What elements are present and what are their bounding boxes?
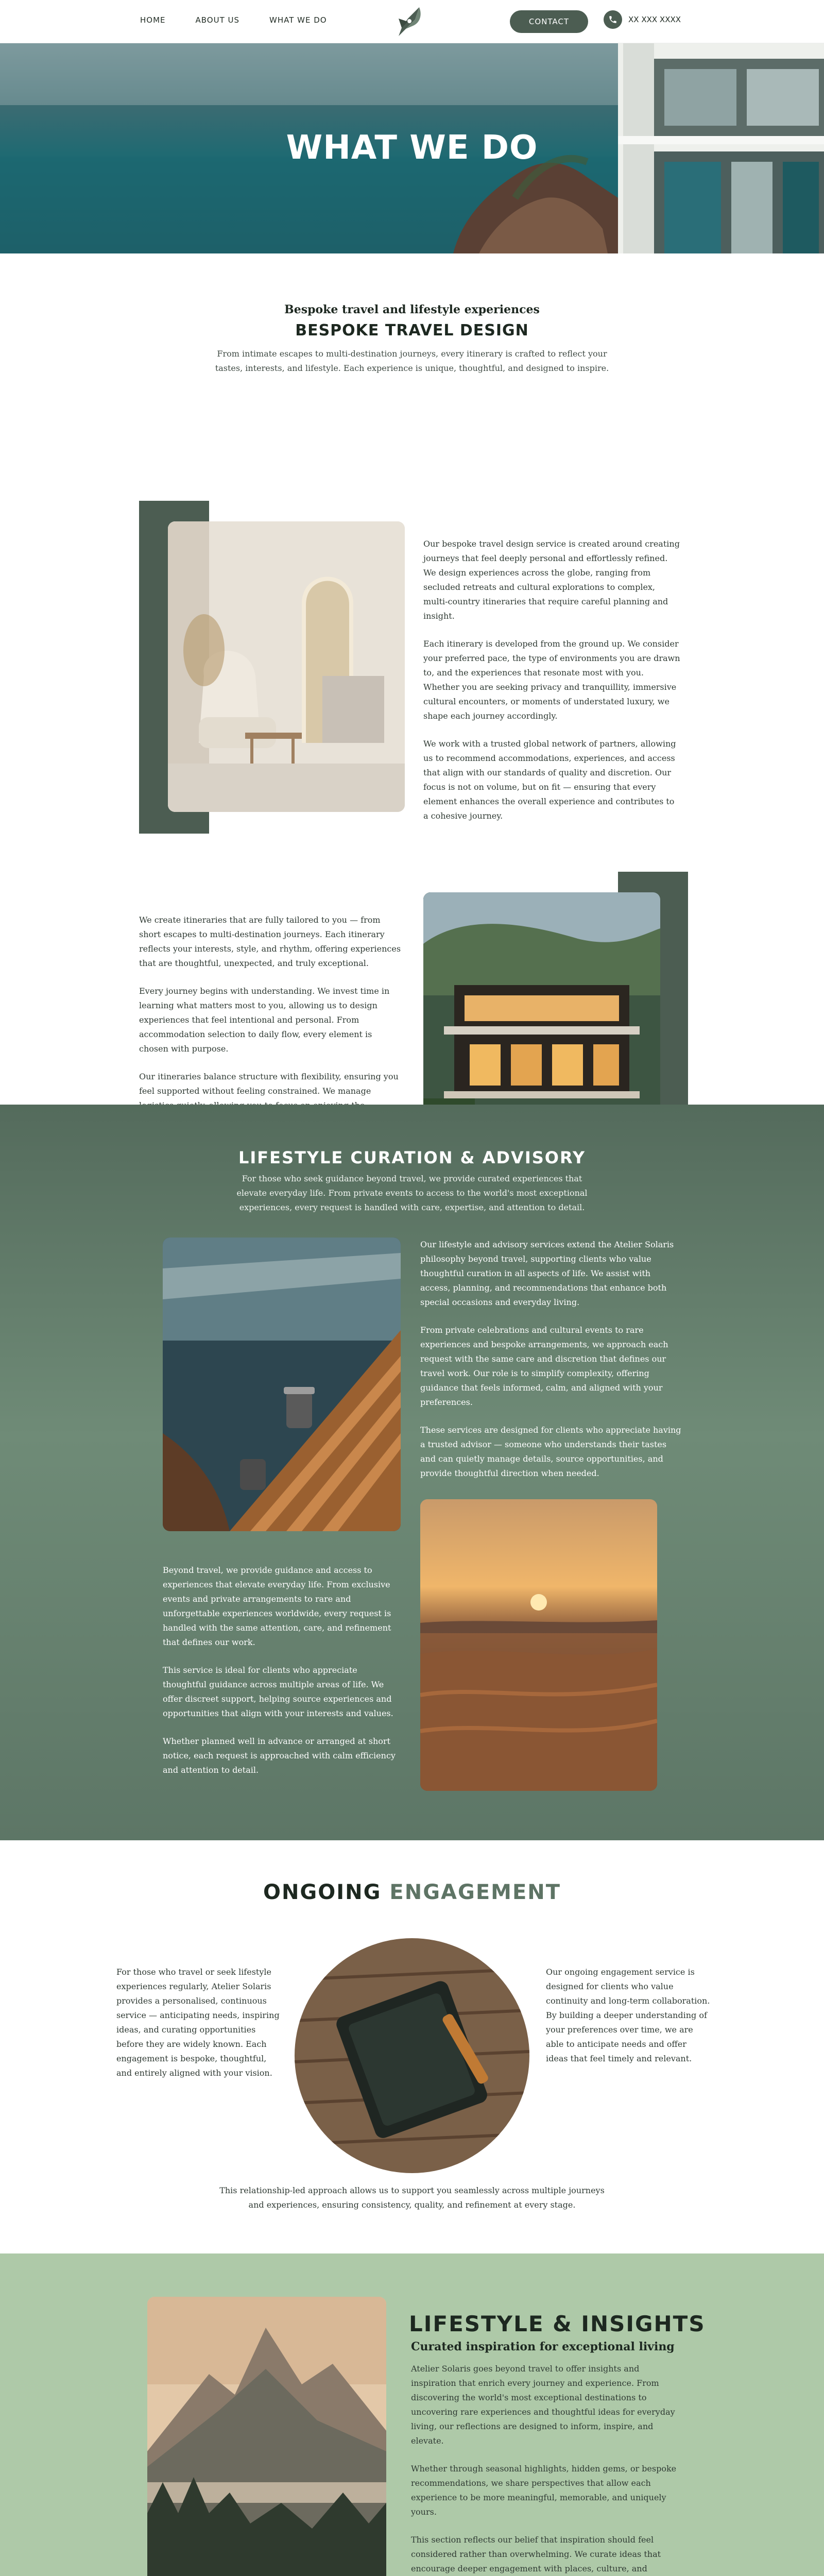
lifestyle-right-paragraph: Our lifestyle and advisory services extend the Atelier Solaris philosophy beyond travel, supporting clients who value thoughtful curation in all aspects of life. We assist with access, planning, and recommendations that enhance both special occasions and everyday living. <box>420 1240 674 1307</box>
lifestyle-right-paragraph: From private celebrations and cultural events to rare experiences and bespoke arrangements, we approach each request with the same care and discretion that defines our travel work. Our role is to simplify complexity, offering guidance that feels informed, calm, and aligned with your preferences. <box>420 1325 668 1407</box>
journal-image <box>295 1938 529 2173</box>
nav-what-we-do[interactable]: WHAT WE DO <box>269 15 327 25</box>
mountain-image <box>147 2297 386 2576</box>
hero-banner <box>0 43 824 253</box>
yacht-deck-image <box>163 1238 401 1531</box>
lifestyle-section <box>0 1105 824 1840</box>
bespoke-right-paragraph: Our bespoke travel design service is created around creating journeys that feel deeply personal and effortlessly refined. We design experiences across the globe, ranging from secluded retreats and cultural explorations to complex, multi-country itineraries that require careful planning and insight. <box>423 539 680 621</box>
nav-about-us[interactable]: ABOUT US <box>195 15 240 25</box>
logo-icon[interactable] <box>392 3 430 40</box>
lifestyle-intro: For those who seek guidance beyond travel, we provide curated experiences that elevate everyday life. From private events to access to the world's most exceptional experiences, every request is handled with care, expertise, and attention to detail. <box>236 1174 588 1212</box>
engagement-title <box>0 1880 824 1904</box>
lifestyle-title: LIFESTYLE CURATION & ADVISORY <box>238 1148 586 1167</box>
insights-title: LIFESTYLE & INSIGHTS <box>409 2311 706 2336</box>
engagement-title-light: ENGAGEMENT <box>389 1880 561 1904</box>
insights-paragraph: Whether through seasonal highlights, hidden gems, or bespoke recommendations, we share perspectives that allow each experience to be more meaningful, memorable, and uniquely yours. <box>411 2464 677 2517</box>
bespoke-left-paragraph: We create itineraries that are fully tailored to you — from short escapes to multi-destination journeys. Each itinerary reflects your interests, style, and rhythm, offering experiences that are thoughtful, unexpected, and truly exceptional. <box>139 915 401 968</box>
lifestyle-left-paragraph: Whether planned well in advance or arranged at short notice, each request is approached with calm efficiency and attention to detail. <box>163 1736 396 1775</box>
engagement-title-dark: ONGOING <box>263 1880 382 1904</box>
bespoke-right-paragraph: We work with a trusted global network of partners, allowing us to recommend accommodations, experiences, and access that align with our standards of quality and discretion. Our focus is not on volume, but on fit — ensuring that every element enhances the overall experience and contributes to a cohesive journey. <box>423 739 676 821</box>
insights-text <box>411 2362 679 2576</box>
engagement-left-paragraph: For those who travel or seek lifestyle experiences regularly, Atelier Solaris provides a personalised, continuous service — anticipating needs, inspiring ideas, and curating opportunities before they are widely known. Each engagement is bespoke, thoughtful, and entirely aligned with your vision. <box>116 1967 280 2078</box>
bespoke-right-text <box>423 537 681 823</box>
lifestyle-right-text <box>420 1238 682 1481</box>
main-nav <box>140 15 327 25</box>
intro-text: From intimate escapes to multi-destination journeys, every itinerary is crafted to reflect your tastes, interests, and lifestyle. Each experience is unique, thoughtful, and designed to inspire. <box>215 349 609 373</box>
intro-title: BESPOKE TRAVEL DESIGN <box>295 321 529 340</box>
nav-home[interactable]: HOME <box>140 15 166 25</box>
engagement-bottom-text: This relationship-led approach allows us to support you seamlessly across multiple journeys and experiences, ensuring consistency, quality, and refinement at every stage. <box>219 2185 605 2210</box>
insights-paragraph: This section reflects our belief that inspiration should feel considered rather than overwhelming. We curate ideas that encourage deeper engagement with places, culture, and <box>411 2535 661 2573</box>
lifestyle-left-text <box>163 1563 400 1777</box>
hero-title: WHAT WE DO <box>286 129 538 167</box>
desert-sunset-image <box>420 1499 657 1791</box>
engagement-left-text <box>116 1965 281 2080</box>
phone-icon <box>604 10 622 29</box>
engagement-right-paragraph: Our ongoing engagement service is designed for clients who value continuity and long-term collaboration. By building a deeper understanding of your preferences over time, we are able to anticipate needs and offer ideas that feel timely and relevant. <box>546 1967 710 2063</box>
bespoke-section <box>0 357 824 1105</box>
bespoke-left-paragraph: Our itineraries balance structure with flexibility, ensuring you feel supported without feeling constrained. We manage <box>139 1072 399 1096</box>
insights-subtitle: Curated inspiration for exceptional living <box>411 2340 675 2353</box>
header-phone[interactable] <box>604 10 681 29</box>
engagement-right-text <box>546 1965 711 2066</box>
bespoke-left-paragraph: Every journey begins with understanding. We invest time in learning what matters most to you, allowing us to design experiences that feel intentional and personal. From accommodation selection to daily flow, every element is chosen with purpose. <box>139 986 390 1054</box>
site-header <box>0 0 824 43</box>
phone-number: XX XXX XXXX <box>628 15 681 24</box>
lifestyle-right-paragraph: These services are designed for clients who appreciate having a trusted advisor — someone who understands their tastes and can quietly manage details, source opportunities, and provide thoughtful direction when needed. <box>420 1425 681 1478</box>
bespoke-left-text <box>139 913 402 1127</box>
engagement-section <box>0 1840 824 2253</box>
bespoke-right-paragraph: Each itinerary is developed from the ground up. We consider your preferred pace, the type of environments you are drawn to, and the experiences that resonate most with you. Whether you are seeking privacy and tranquillity, immersive cultural encounters, or moments of understated luxury, we shape each journey accordingly. <box>423 639 680 721</box>
contact-button[interactable]: CONTACT <box>510 10 588 33</box>
lifestyle-left-paragraph: Beyond travel, we provide guidance and access to experiences that elevate everyday life. From exclusive events and private arrangements to rare and unforgettable experiences worldwide, every request is handled with the same attention, care, and refinement that defines our work. <box>163 1565 391 1647</box>
intro-section <box>0 253 824 373</box>
interior-image <box>168 521 405 812</box>
insights-section <box>0 2253 824 2576</box>
lifestyle-left-paragraph: This service is ideal for clients who appreciate thoughtful guidance across multiple areas of life. We offer discreet support, helping source experiences and opportunities that align with your interests and values. <box>163 1665 393 1718</box>
intro-subtitle: Bespoke travel and lifestyle experiences <box>284 303 540 316</box>
insights-paragraph: Atelier Solaris goes beyond travel to offer insights and inspiration that enrich every journey and experience. From discovering the world's most exceptional destinations to uncovering rare experiences and thoughtful ideas for everyday living, our reflections are designed to inform, inspire, and elevate. <box>411 2364 675 2446</box>
